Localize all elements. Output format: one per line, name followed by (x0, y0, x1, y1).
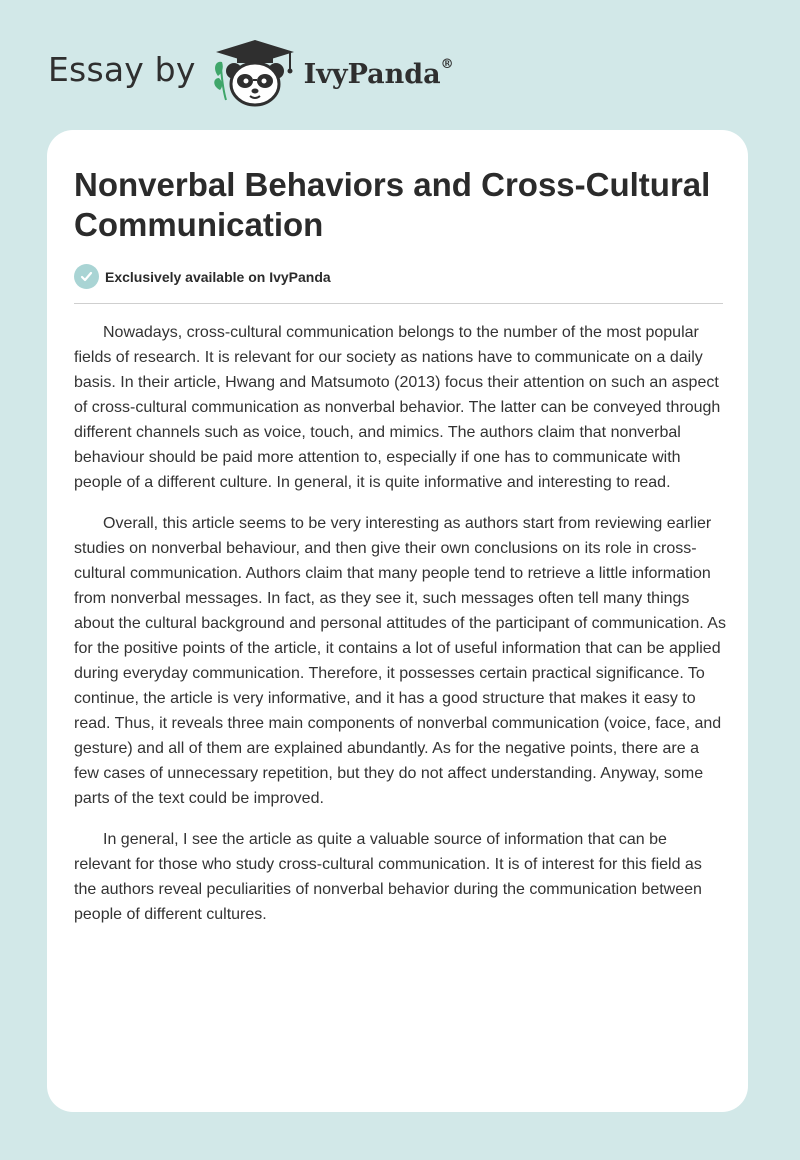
panda-graduate-icon[interactable] (210, 38, 300, 108)
brand-name-text: IvyPanda (303, 58, 441, 90)
exclusive-badge (74, 264, 331, 289)
divider (74, 303, 723, 304)
paragraph: Overall, this article seems to be very interesting as authors start from reviewing earlier studies on nonverbal behaviour, and then give their own conclusions on its role in cross-cultural communication. Authors claim that many people tend to retrieve a little information from nonverbal messages. In fact, as they see it, such messages often tell many things about the cultural background and personal attitudes of the participant of communication. As for the positive points of the article, it contains a lot of useful information that can be applied during everyday communication. Therefore, it possesses certain practical significance. To continue, the article is very informative, and it has a good structure that makes it easy to read. Thus, it reveals three main components of nonverbal communication (voice, face, and gesture) and all of them are explained abundantly. As for the negative points, there are a few cases of unnecessary repetition, but they do not affect understanding. Anyway, some parts of the text could be improved. (74, 515, 726, 807)
page-title: Nonverbal Behaviors and Cross-Cultural Communication (74, 166, 711, 243)
essay-by-label: Essay by (48, 49, 196, 89)
essay-body (74, 320, 726, 943)
registered-mark: ® (440, 56, 454, 72)
site-header (48, 38, 454, 108)
essay-card (47, 130, 748, 1112)
exclusive-label: Exclusively available on IvyPanda (105, 268, 331, 285)
check-icon (74, 264, 99, 289)
paragraph: In general, I see the article as quite a valuable source of information that can be relevant for those who study cross-cultural communication. It is of interest for this field as the authors reveal peculiarities of nonverbal behavior during the communication between people of different cultures. (74, 831, 702, 923)
paragraph: Nowadays, cross-cultural communication belongs to the number of the most popular fields of research. It is relevant for our society as nations have to communicate on a daily basis. In their article, Hwang and Matsumoto (2013) focus their attention on such an aspect of cross-cultural communication as nonverbal behavior. The latter can be conveyed through different channels such as voice, touch, and mimics. The authors claim that nonverbal behaviour should be paid more attention to, especially if one has to communicate with people of a different culture. In general, it is quite informative and interesting to read. (74, 324, 721, 491)
brand-name[interactable] (303, 56, 454, 90)
